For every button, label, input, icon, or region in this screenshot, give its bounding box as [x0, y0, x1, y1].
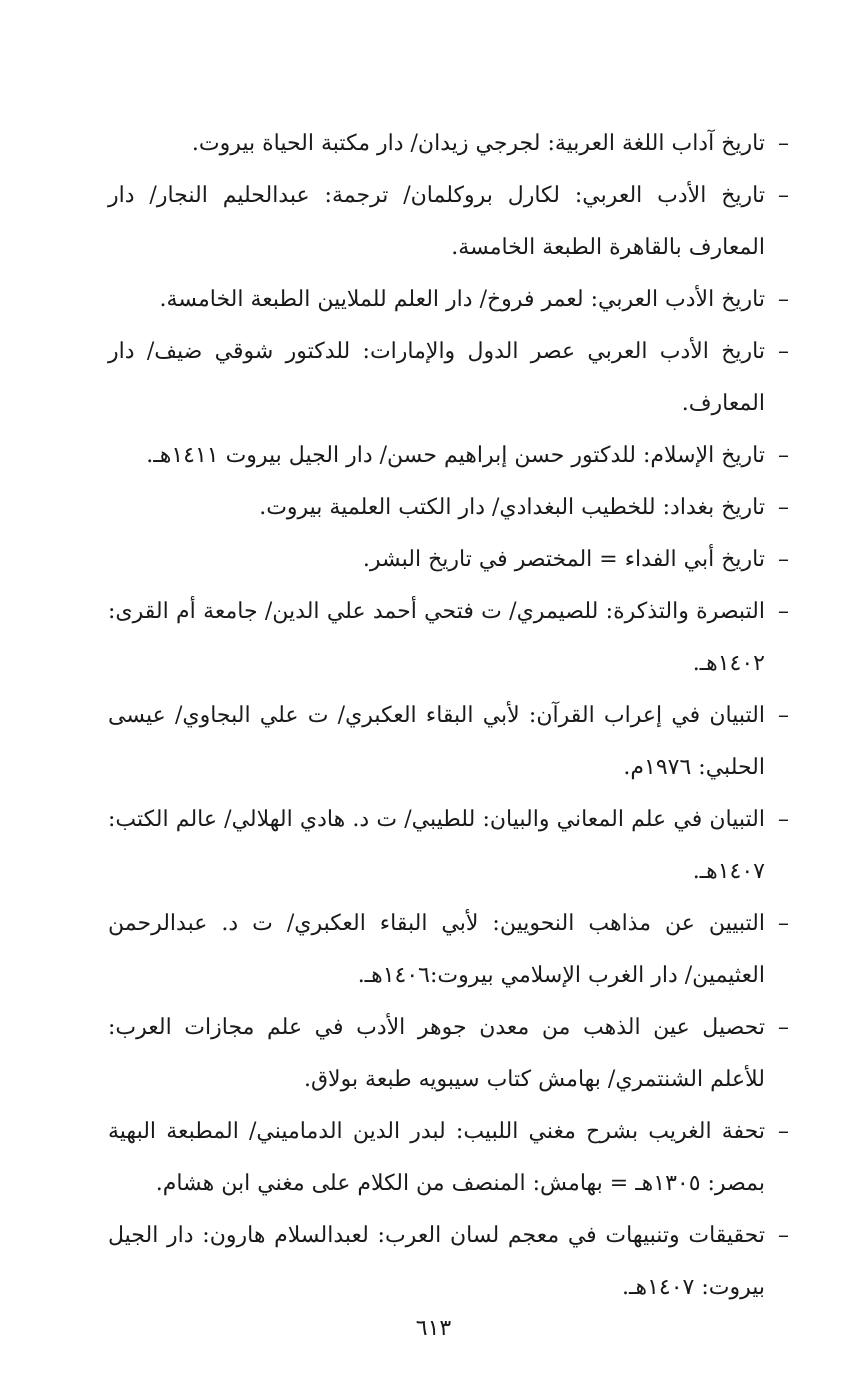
entry-text: تاريخ آداب اللغة العربية: لجرجي زيدان/ دار مكتبة الحياة بيروت. [191, 131, 765, 156]
entry-dash: – [778, 443, 789, 468]
bibliography-entry [108, 274, 789, 326]
bibliography-entry [108, 1210, 789, 1314]
entry-dash: – [778, 599, 789, 624]
entry-dash: – [778, 547, 789, 572]
entry-text: تاريخ الأدب العربي: لعمر فروخ/ دار العلم للملايين الطبعة الخامسة. [159, 287, 765, 312]
entry-dash: – [778, 1015, 789, 1040]
bibliography-entry [108, 482, 789, 534]
bibliography-entry [108, 690, 789, 794]
entry-text: تاريخ الأدب العربي: لكارل بروكلمان/ ترجمة: عبدالحليم النجار/ دار المعارف بالقاهرة الطبعة الخامسة. [108, 183, 765, 260]
entry-dash: – [778, 287, 789, 312]
entry-dash: – [778, 183, 789, 208]
entry-dash: – [778, 807, 789, 832]
entry-text: تحقيقات وتنبيهات في معجم لسان العرب: لعبدالسلام هارون: دار الجيل بيروت: ١٤٠٧هـ. [108, 1223, 765, 1300]
entry-text: تاريخ بغداد: للخطيب البغدادي/ دار الكتب العلمية بيروت. [259, 495, 765, 520]
entry-dash: – [778, 131, 789, 156]
entry-text: تاريخ أبي الفداء = المختصر في تاريخ البشر. [362, 547, 765, 572]
entry-dash: – [778, 911, 789, 936]
entry-text: تاريخ الأدب العربي عصر الدول والإمارات: للدكتور شوقي ضيف/ دار المعارف. [108, 339, 765, 416]
entry-text: التبيان في علم المعاني والبيان: للطيبي/ ت د. هادي الهلالي/ عالم الكتب: ١٤٠٧هـ. [108, 807, 765, 884]
bibliography-entry [108, 586, 789, 690]
entry-dash: – [778, 1223, 789, 1248]
entry-text: التبصرة والتذكرة: للصيمري/ ت فتحي أحمد علي الدين/ جامعة أم القرى: ١٤٠٢هـ. [108, 599, 765, 676]
bibliography-entry [108, 794, 789, 898]
bibliography-entry [108, 170, 789, 274]
entry-dash: – [778, 703, 789, 728]
bibliography-entry [108, 326, 789, 430]
bibliography-entry [108, 1002, 789, 1106]
entry-dash: – [778, 1119, 789, 1144]
bibliography-entry [108, 118, 789, 170]
page-number: ٦١٣ [415, 1316, 452, 1341]
entry-text: التبيين عن مذاهب النحويين: لأبي البقاء العكبري/ ت د. عبدالرحمن العثيمين/ دار الغرب الإسلامي بيروت:١٤٠٦هـ. [108, 911, 765, 988]
entry-text: التبيان في إعراب القرآن: لأبي البقاء العكبري/ ت علي البجاوي/ عيسى الحلبي: ١٩٧٦م. [108, 703, 765, 780]
entry-text: تاريخ الإسلام: للدكتور حسن إبراهيم حسن/ دار الجيل بيروت ١٤١١هـ. [146, 443, 765, 468]
bibliography-entry [108, 1106, 789, 1210]
bibliography-entry [108, 534, 789, 586]
bibliography-entry [108, 898, 789, 1002]
bibliography-list [108, 118, 789, 1314]
entry-text: تحفة الغريب بشرح مغني اللبيب: لبدر الدين الدماميني/ المطبعة البهية بمصر: ١٣٠٥هـ = بهامش: المنصف من الكلام على مغني ابن هشام. [108, 1119, 765, 1196]
entry-text: تحصيل عين الذهب من معدن جوهر الأدب في علم مجازات العرب: للأعلم الشنتمري/ بهامش كتاب سيبويه طبعة بولاق. [108, 1015, 765, 1092]
bibliography-entry [108, 430, 789, 482]
entry-dash: – [778, 339, 789, 364]
entry-dash: – [778, 495, 789, 520]
